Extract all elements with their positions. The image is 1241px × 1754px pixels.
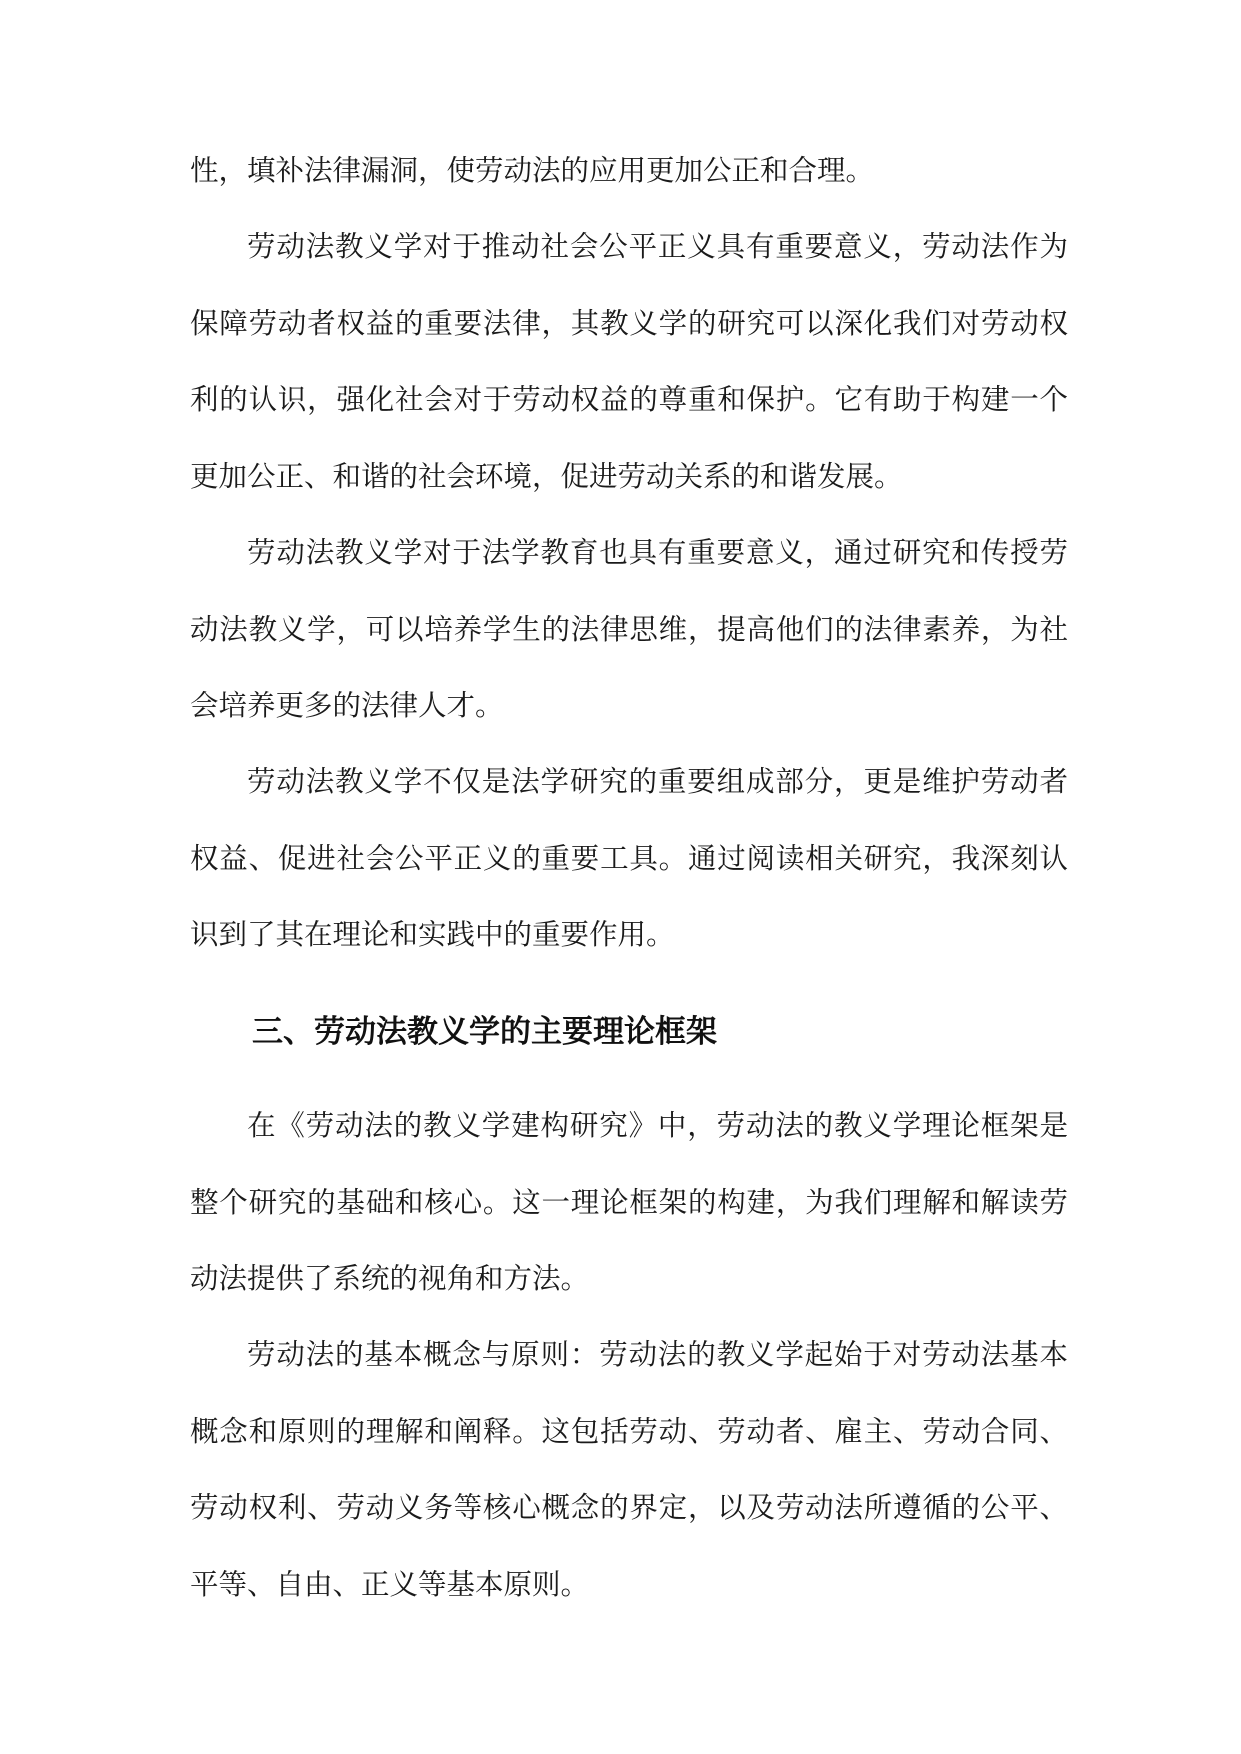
paragraph-legal-education: 劳动法教义学对于法学教育也具有重要意义，通过研究和传授劳动法教义学，可以培养学生的法律思维，提高他们的法律素养，为社会培养更多的法律人才。 bbox=[190, 536, 1068, 722]
paragraph-social-justice: 劳动法教义学对于推动社会公平正义具有重要意义，劳动法作为保障劳动者权益的重要法律，其教义学的研究可以深化我们对劳动权利的认识，强化社会对于劳动权益的尊重和保护。它有助于构建一个更加公正、和谐的社会环境，促进劳动关系的和谐发展。 bbox=[190, 230, 1068, 493]
paragraph-framework-intro: 在《劳动法的教义学建构研究》中，劳动法的教义学理论框架是整个研究的基础和核心。这一理论框架的构建，为我们理解和解读劳动法提供了系统的视角和方法。 bbox=[190, 1109, 1068, 1295]
paragraph-conclusion: 劳动法教义学不仅是法学研究的重要组成部分，更是维护劳动者权益、促进社会公平正义的重要工具。通过阅读相关研究，我深刻认识到了其在理论和实践中的重要作用。 bbox=[190, 765, 1068, 951]
paragraph-continuation: 性，填补法律漏洞，使劳动法的应用更加公正和合理。 bbox=[190, 154, 875, 187]
paragraph-basic-concepts: 劳动法的基本概念与原则：劳动法的教义学起始于对劳动法基本概念和原则的理解和阐释。这包括劳动、劳动者、雇主、劳动合同、劳动权利、劳动义务等核心概念的界定，以及劳动法所遵循的公平、平等、自由、正义等基本原则。 bbox=[190, 1338, 1068, 1601]
section-heading: 三、劳动法教义学的主要理论框架 bbox=[252, 1014, 717, 1050]
